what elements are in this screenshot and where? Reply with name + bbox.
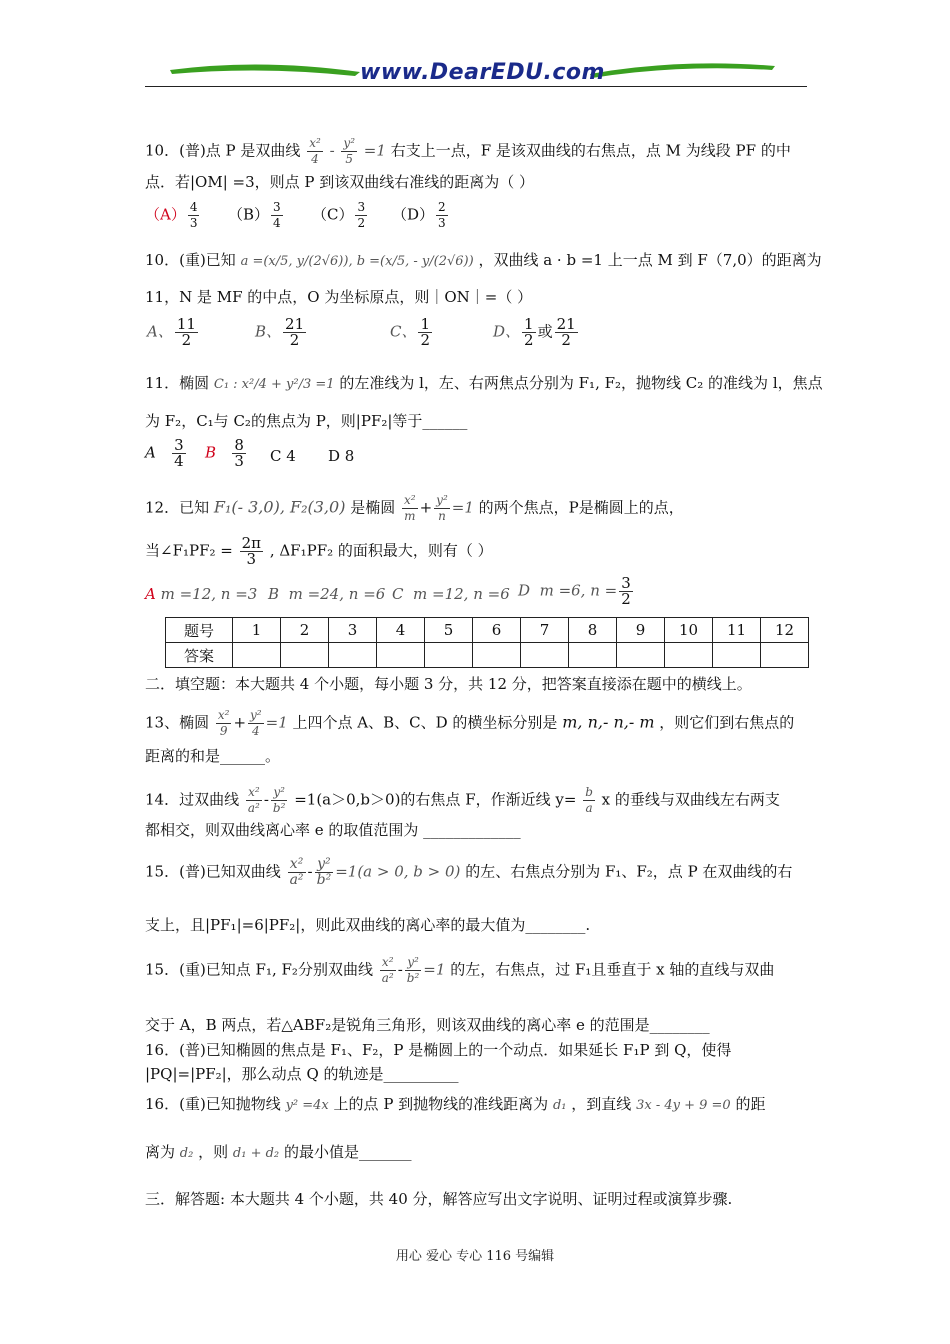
q12-option-d: D m =6, n = $\frac{3}{2}$	[518, 574, 631, 608]
answer-table-number: 6	[473, 618, 521, 643]
q12-option-b: B m =24, n =6	[268, 585, 386, 603]
answer-cell[interactable]	[521, 643, 569, 668]
q11-option-d: D 8	[328, 447, 355, 465]
answer-table-number: 4	[377, 618, 425, 643]
section3-title: 三．解答题: 本大题共 4 个小题，共 40 分，解答应写出文字说明、证明过程或演算步骤.	[145, 1190, 733, 1208]
page-footer: 用心 爱心 专心 116 号编辑	[395, 1249, 555, 1264]
q10a-option-b: （B） $\frac{3}{4}$	[228, 200, 281, 230]
answer-cell[interactable]	[377, 643, 425, 668]
answer-table-label: 答案	[166, 643, 233, 668]
q10b-option-c: C、 $\frac{1}{2}$	[390, 315, 431, 349]
q10a-line1: 10．(普)点 P 是双曲线 $\frac{\text{x²}}{4}$ - $\frac{\text{y²}}{5}$ =1 右支上一点，F 是该双曲线的右焦点，点 M 为线段 PF 的中	[145, 136, 791, 166]
site-logo-text: www.DearEDU.com	[360, 60, 605, 85]
q10b-option-a: A、 $\frac{11}{2}$	[147, 315, 196, 349]
q11-line2: 为 F₂，C₁与 C₂的焦点为 P，则|PF₂|等于______	[145, 412, 468, 430]
answer-table	[165, 617, 809, 668]
answer-table-number: 11	[713, 618, 761, 643]
q16b-line1: 16．(重)已知抛物线 y² =4x 上的点 P 到抛物线的准线距离为 d₁ ，到直线 3x - 4y + 9 =0 的距	[145, 1095, 766, 1113]
answer-cell[interactable]	[233, 643, 281, 668]
q14-line1: 14．过双曲线 $\frac{\text{x²}}{\text{a²}}$ - $\frac{\text{y²}}{\text{b²}}$ =1(a＞0,b＞0)的右焦点 F，作渐近线 y= $\frac{b}{a}$ x 的垂线与双曲线左右两支	[145, 785, 780, 815]
answer-cell[interactable]	[569, 643, 617, 668]
answer-table-number: 12	[761, 618, 809, 643]
answer-table-header-row	[166, 618, 809, 643]
answer-cell[interactable]	[281, 643, 329, 668]
q10b-line1: 10．(重)已知 a =(x/5, y/(2√6)), b =(x/5, - y/(2√6)) ，双曲线 a · b =1 上一点 M 到 F（7,0）的距离为	[145, 251, 822, 269]
answer-cell[interactable]	[665, 643, 713, 668]
answer-cell[interactable]	[473, 643, 521, 668]
q16a-line1: 16．(普)已知椭圆的焦点是 F₁、F₂，P 是椭圆上的一个动点．如果延长 F₁P 到 Q，使得	[145, 1041, 732, 1059]
q10a-option-c: （C） $\frac{3}{2}$	[312, 200, 366, 230]
q13-line2: 距离的和是______。	[145, 747, 281, 765]
answer-cell[interactable]	[329, 643, 377, 668]
q10a-option-d: （D） $\frac{2}{3}$	[392, 200, 446, 230]
q11-line1: 11．椭圆 C₁ : x²/4 + y²/3 =1 的左准线为 l，左、右两焦点分别为 F₁, F₂，抛物线 C₂ 的准线为 l，焦点	[145, 374, 823, 392]
answer-table-number: 8	[569, 618, 617, 643]
q12-option-a: A m =12, n =3	[145, 585, 258, 603]
answer-table-number: 7	[521, 618, 569, 643]
q10b-line2: 11，N 是 MF 的中点，O 为坐标原点，则｜ON｜=（ ）	[145, 288, 533, 306]
answer-table-answer-row	[166, 643, 809, 668]
q10a-line2: 点．若|OM| =3，则点 P 到该双曲线右准线的距离为（ ）	[145, 173, 535, 191]
answer-table-number: 1	[233, 618, 281, 643]
answer-table-number: 10	[665, 618, 713, 643]
q15a-line2: 支上，且|PF₁|=6|PF₂|，则此双曲线的离心率的最大值为________.	[145, 916, 591, 934]
q16a-line2: |PQ|=|PF₂|，那么动点 Q 的轨迹是__________	[145, 1065, 459, 1083]
q15b-line2: 交于 A，B 两点，若△ABF₂是锐角三角形，则该双曲线的离心率 e 的范围是________	[145, 1016, 710, 1034]
q10b-option-b: B、 $\frac{21}{2}$	[255, 315, 305, 349]
answer-table-number: 3	[329, 618, 377, 643]
q11-option-c: C 4	[270, 447, 296, 465]
q11-option-b: B $\frac{8}{3}$	[205, 436, 244, 470]
answer-table-number: 5	[425, 618, 473, 643]
answer-cell[interactable]	[617, 643, 665, 668]
q10b-option-d: D、 $\frac{1}{2}$ 或 $\frac{21}{2}$	[493, 315, 576, 349]
q12-option-c: C m =12, n =6	[392, 585, 510, 603]
q15b-line1: 15．(重)已知点 F₁, F₂分别双曲线 $\frac{\text{x²}}{\text{a²}}$ - $\frac{\text{y²}}{\text{b²}}$ =1 的左，右焦点，过 F₁且垂直于 x 轴的直线与双曲	[145, 955, 775, 985]
answer-cell[interactable]	[713, 643, 761, 668]
q12-line1: 12．已知 F₁(- 3,0), F₂(3,0) 是椭圆 $\frac{\text{x²}}{m}$ + $\frac{\text{y²}}{n}$ =1 的两个焦点，P是椭圆上的点，	[145, 493, 684, 523]
q11-option-a: A $\frac{3}{4}$	[145, 436, 184, 470]
q15a-line1: 15．(普)已知双曲线 $\frac{\text{x²}}{\text{a²}}$ - $\frac{\text{y²}}{\text{b²}}$ =1(a > 0, b > 0) 的左、右焦点分别为 F₁、F₂，点 P 在双曲线的右	[145, 856, 793, 888]
q13-line1: 13、椭圆 $\frac{\text{x²}}{9}$ + $\frac{\text{y²}}{4}$ =1 上四个点 A、B、C、D 的横坐标分别是 m, n,- n,- m ，则它们到右焦点的	[145, 708, 795, 738]
answer-table-number: 9	[617, 618, 665, 643]
q12-line2: 当∠F₁PF₂ = $\frac{2\pi}{3}$ , ΔF₁PF₂ 的面积最大，则有（ ）	[145, 534, 493, 568]
q14-line2: 都相交，则双曲线离心率 e 的取值范围为 _____________	[145, 821, 521, 839]
q16b-line2: 离为 d₂ ，则 d₁ + d₂ 的最小值是_______	[145, 1143, 412, 1161]
answer-table-number: 2	[281, 618, 329, 643]
answer-cell[interactable]	[425, 643, 473, 668]
q10a-option-a: （A） $\frac{4}{3}$	[145, 200, 198, 230]
section2-title: 二．填空题：本大题共 4 个小题，每小题 3 分，共 12 分，把答案直接添在题中的横线上。	[145, 675, 752, 693]
answer-cell[interactable]	[761, 643, 809, 668]
answer-table-label: 题号	[166, 618, 233, 643]
header-divider	[145, 86, 807, 87]
